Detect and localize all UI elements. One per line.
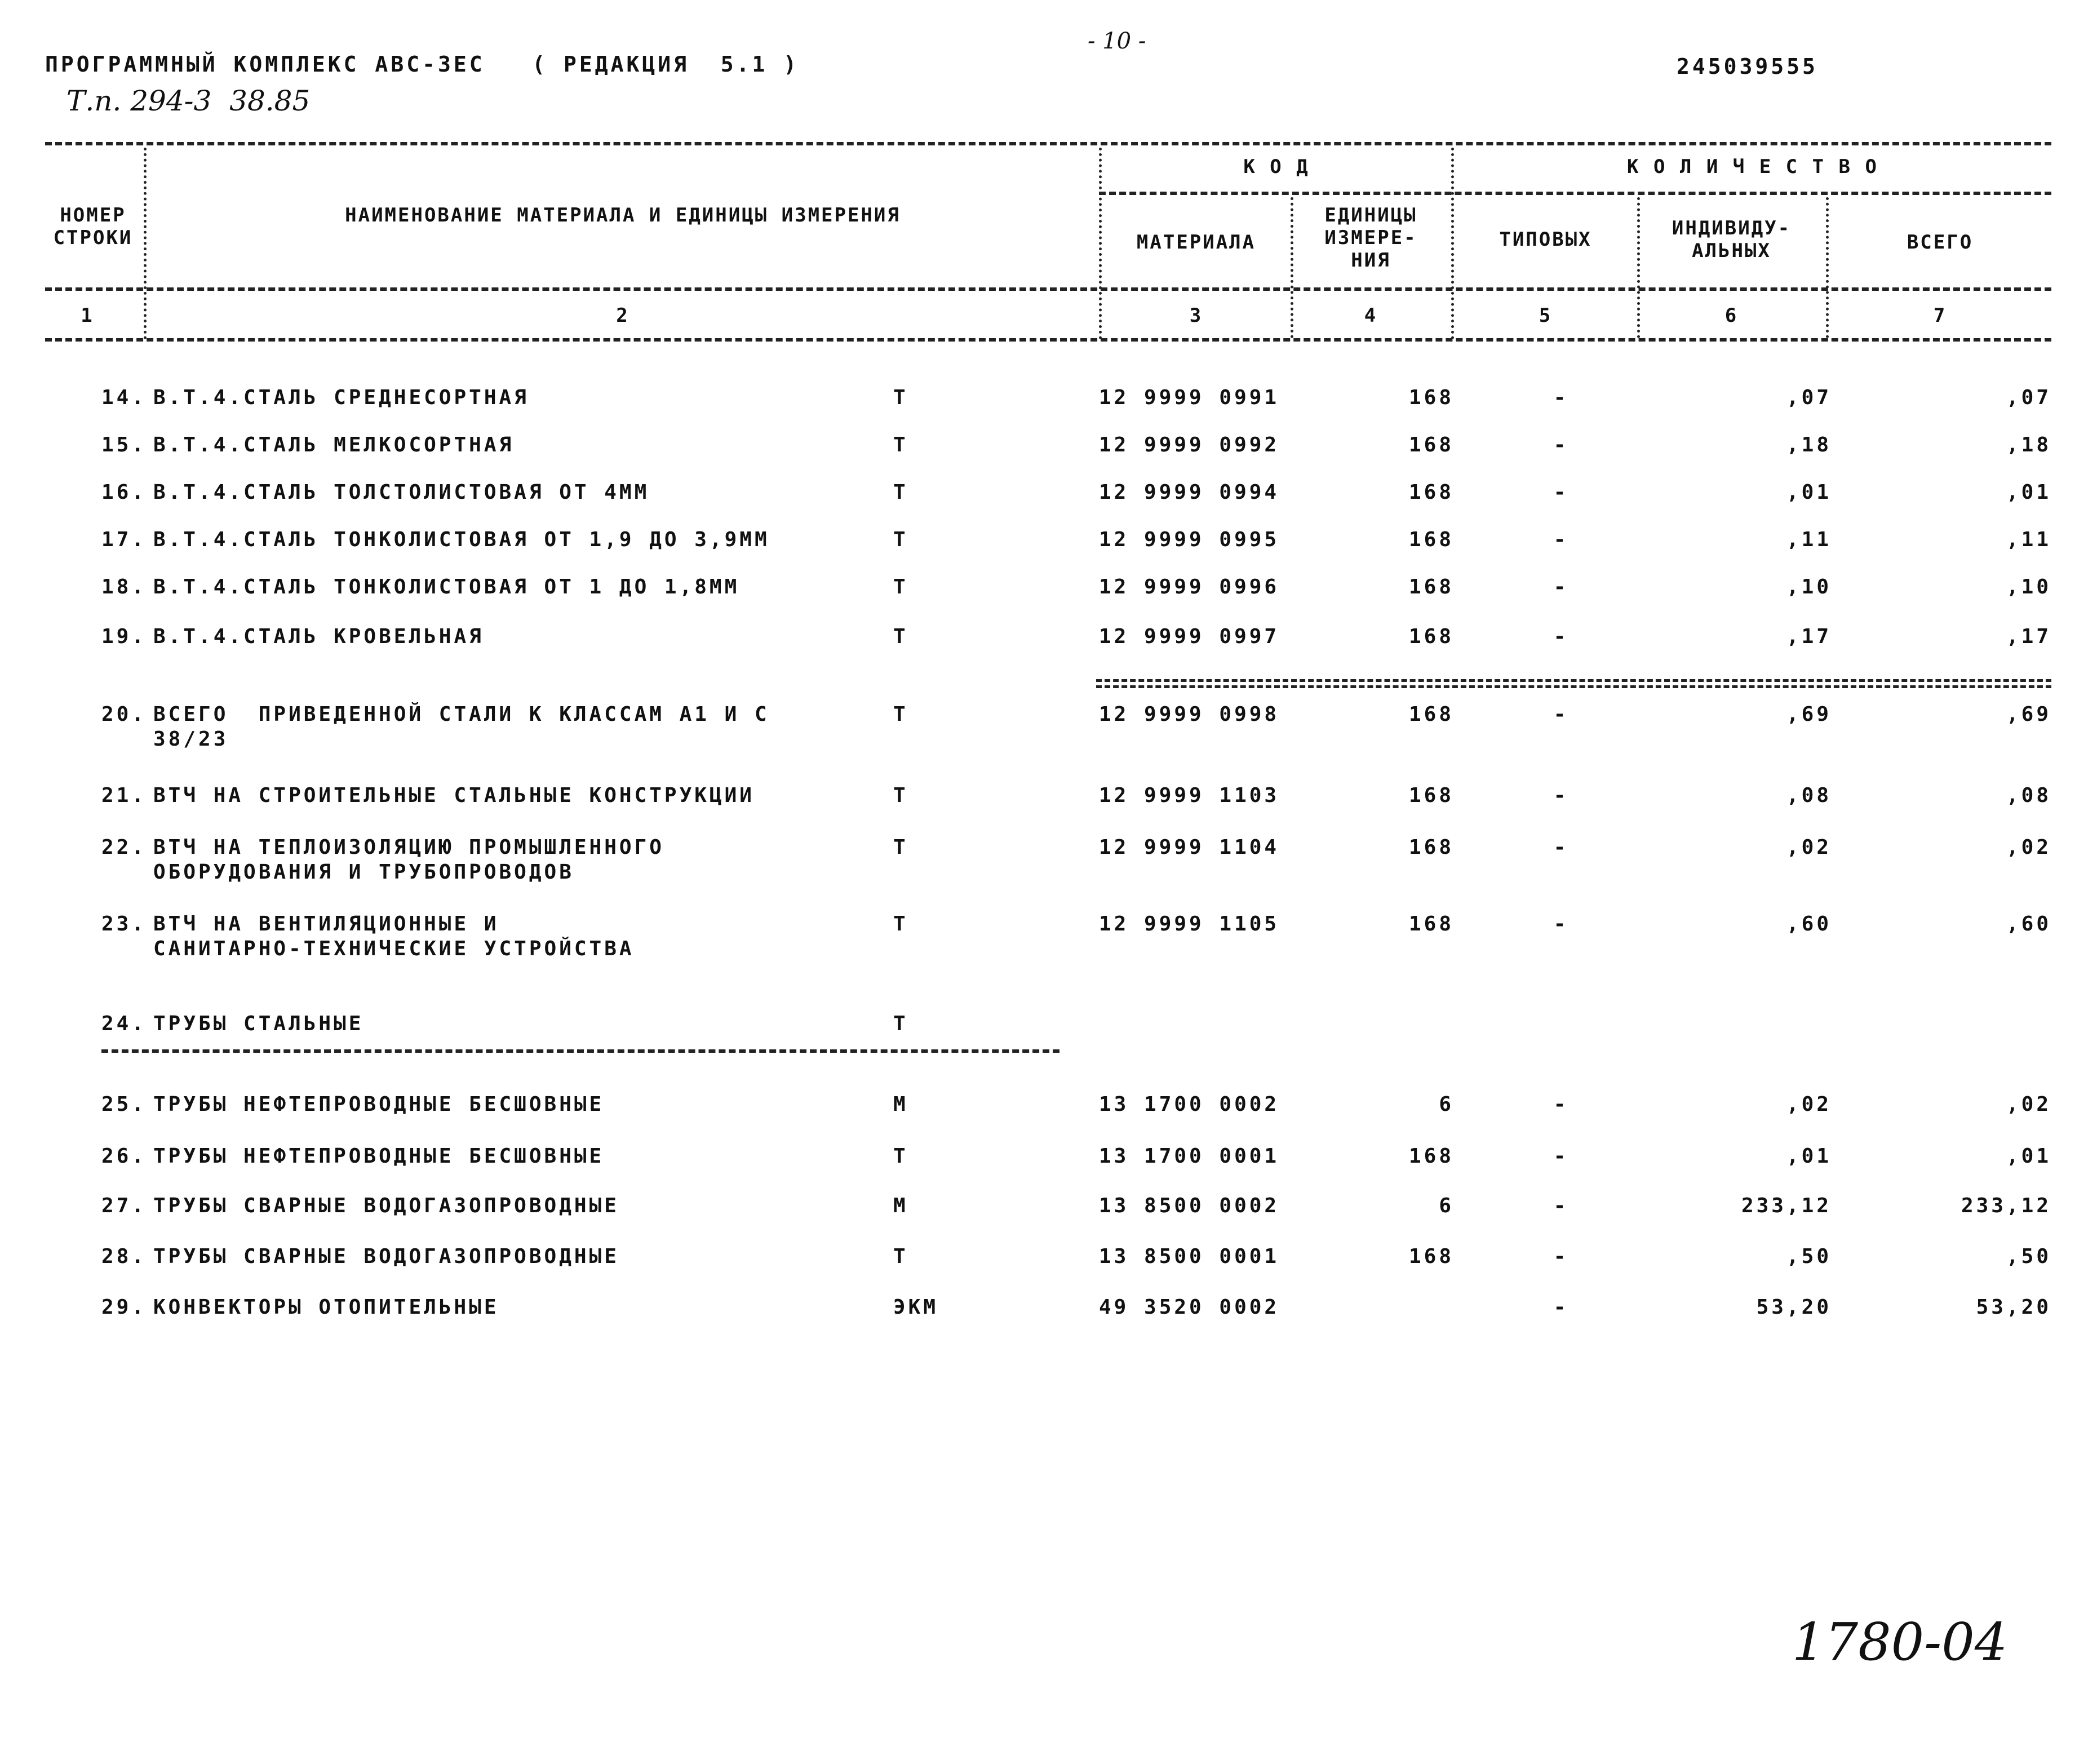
unit-code: 168	[1408, 836, 1454, 859]
individual-qty: ,08	[1786, 784, 1832, 807]
row-number: 29.	[101, 1296, 147, 1319]
unit: Т	[893, 836, 908, 859]
unit: М	[893, 1194, 908, 1217]
total-qty: ,01	[2006, 1145, 2051, 1168]
row-number: 18.	[101, 575, 147, 599]
separator-col2	[1099, 148, 1102, 339]
row-number: 21.	[101, 784, 147, 807]
header-total: ВСЕГО	[1907, 231, 1974, 254]
totals-double-rule	[1096, 679, 2051, 688]
unit-code: 168	[1408, 433, 1454, 456]
unit: Т	[893, 528, 908, 551]
row-number: 23.	[101, 912, 147, 936]
individual-qty: ,10	[1786, 575, 1832, 599]
material-name: ТРУБЫ СТАЛЬНЫЕ	[153, 1012, 364, 1035]
unit: Т	[893, 703, 908, 726]
material-name: В.Т.4.СТАЛЬ КРОВЕЛЬНАЯ	[153, 625, 484, 648]
total-qty: ,11	[2006, 528, 2051, 551]
material-name: В.Т.4.СТАЛЬ ТОЛСТОЛИСТОВАЯ ОТ 4ММ	[153, 481, 650, 504]
individual-qty: ,11	[1786, 528, 1832, 551]
total-qty: ,18	[2006, 433, 2051, 456]
project-reference: Т.п. 294-3 38.85	[66, 85, 311, 117]
material-code: 12 9999 1103	[1099, 784, 1280, 807]
colnum-7: 7	[1933, 304, 1947, 327]
typical-qty: -	[1553, 481, 1569, 504]
material-name: ВТЧ НА СТРОИТЕЛЬНЫЕ СТАЛЬНЫЕ КОНСТРУКЦИИ	[153, 784, 755, 807]
header-typical: ТИПОВЫХ	[1499, 228, 1592, 251]
material-code: 13 1700 0001	[1099, 1145, 1280, 1168]
typical-qty: -	[1553, 528, 1569, 551]
separator-col1	[144, 148, 147, 339]
material-name: ТРУБЫ СВАРНЫЕ ВОДОГАЗОПРОВОДНЫЕ	[153, 1245, 619, 1268]
total-qty: ,08	[2006, 784, 2051, 807]
table-top-rule	[45, 142, 2051, 145]
total-qty: 53,20	[1976, 1296, 2051, 1319]
individual-qty: ,69	[1786, 703, 1832, 726]
unit-code: 168	[1408, 784, 1454, 807]
unit: Т	[893, 1012, 908, 1035]
material-name: КОНВЕКТОРЫ ОТОПИТЕЛЬНЫЕ	[153, 1296, 499, 1319]
typical-qty: -	[1553, 703, 1569, 726]
material-name: ТРУБЫ СВАРНЫЕ ВОДОГАЗОПРОВОДНЫЕ	[153, 1194, 619, 1217]
material-code: 12 9999 0994	[1099, 481, 1280, 504]
material-name: ВТЧ НА ТЕПЛОИЗОЛЯЦИЮ ПРОМЫШЛЕННОГО ОБОРУДОВАНИЯ И ТРУБОПРОВОДОВ	[153, 836, 664, 884]
typical-qty: -	[1553, 784, 1569, 807]
typical-qty: -	[1553, 386, 1569, 409]
unit: Т	[893, 625, 908, 648]
total-qty: ,60	[2006, 912, 2051, 936]
header-material-name: НАИМЕНОВАНИЕ МАТЕРИАЛА И ЕДИНИЦЫ ИЗМЕРЕНИЯ	[345, 204, 901, 227]
material-code: 12 9999 0996	[1099, 575, 1280, 599]
header-code-group: К О Д	[1243, 156, 1310, 178]
colnum-1: 1	[81, 304, 94, 327]
individual-qty: ,01	[1786, 481, 1832, 504]
unit-code: 168	[1408, 703, 1454, 726]
individual-qty: ,50	[1786, 1245, 1832, 1268]
section-underline-rule	[101, 1049, 1059, 1053]
total-qty: ,17	[2006, 625, 2051, 648]
unit: Т	[893, 481, 908, 504]
material-name: ВСЕГО ПРИВЕДЕННОЙ СТАЛИ К КЛАССАМ А1 И С 38/23	[153, 703, 770, 751]
material-code: 12 9999 0995	[1099, 528, 1280, 551]
row-number: 28.	[101, 1245, 147, 1268]
row-number: 22.	[101, 836, 147, 859]
row-number: 19.	[101, 625, 147, 648]
row-number: 26.	[101, 1145, 147, 1168]
colnum-2: 2	[616, 304, 629, 327]
unit-code: 168	[1408, 481, 1454, 504]
unit-code: 168	[1408, 1245, 1454, 1268]
total-qty: ,02	[2006, 836, 2051, 859]
individual-qty: ,18	[1786, 433, 1832, 456]
row-number: 27.	[101, 1194, 147, 1217]
material-name: В.Т.4.СТАЛЬ ТОНКОЛИСТОВАЯ ОТ 1 ДО 1,8ММ	[153, 575, 740, 599]
material-code: 12 9999 1105	[1099, 912, 1280, 936]
material-name: ВТЧ НА ВЕНТИЛЯЦИОННЫЕ И САНИТАРНО-ТЕХНИЧЕСКИЕ УСТРОЙСТВА	[153, 912, 635, 960]
total-qty: ,02	[2006, 1093, 2051, 1116]
typical-qty: -	[1553, 1093, 1569, 1116]
material-name: ТРУБЫ НЕФТЕПРОВОДНЫЕ БЕСШОВНЫЕ	[153, 1093, 605, 1116]
typical-qty: -	[1553, 575, 1569, 599]
material-code: 12 9999 0997	[1099, 625, 1280, 648]
material-code: 13 1700 0002	[1099, 1093, 1280, 1116]
unit-code: 6	[1439, 1194, 1454, 1217]
typical-qty: -	[1553, 625, 1569, 648]
total-qty: ,10	[2006, 575, 2051, 599]
material-name: В.Т.4.СТАЛЬ МЕЛКОСОРТНАЯ	[153, 433, 515, 456]
typical-qty: -	[1553, 1245, 1569, 1268]
total-qty: 233,12	[1961, 1194, 2051, 1217]
unit: Т	[893, 784, 908, 807]
unit: Т	[893, 1245, 908, 1268]
row-number: 17.	[101, 528, 147, 551]
page-number: - 10 -	[1088, 28, 1146, 54]
unit-code: 168	[1408, 575, 1454, 599]
individual-qty: 233,12	[1741, 1194, 1832, 1217]
material-code: 12 9999 0991	[1099, 386, 1280, 409]
material-name: ТРУБЫ НЕФТЕПРОВОДНЫЕ БЕСШОВНЫЕ	[153, 1145, 605, 1168]
material-code: 13 8500 0002	[1099, 1194, 1280, 1217]
code-group-rule	[1099, 192, 2051, 195]
unit: Т	[893, 386, 908, 409]
unit-code: 168	[1408, 528, 1454, 551]
row-number: 20.	[101, 703, 147, 726]
unit-code: 6	[1439, 1093, 1454, 1116]
typical-qty: -	[1553, 1194, 1569, 1217]
material-code: 12 9999 0998	[1099, 703, 1280, 726]
individual-qty: ,07	[1786, 386, 1832, 409]
unit: Т	[893, 1145, 908, 1168]
header-material-code: МАТЕРИАЛА	[1136, 231, 1256, 254]
individual-qty: ,02	[1786, 1093, 1832, 1116]
row-number: 15.	[101, 433, 147, 456]
unit: Т	[893, 575, 908, 599]
header-row-number: НОМЕР СТРОКИ	[53, 204, 133, 249]
total-qty: ,01	[2006, 481, 2051, 504]
header-bottom-rule	[45, 287, 2051, 291]
material-code: 12 9999 0992	[1099, 433, 1280, 456]
unit: Т	[893, 912, 908, 936]
row-number: 16.	[101, 481, 147, 504]
total-qty: ,07	[2006, 386, 2051, 409]
material-code: 49 3520 0002	[1099, 1296, 1280, 1319]
separator-col4	[1451, 148, 1454, 339]
material-code: 12 9999 1104	[1099, 836, 1280, 859]
colnum-3: 3	[1189, 304, 1203, 327]
column-numbers-rule	[45, 338, 2051, 342]
row-number: 25.	[101, 1093, 147, 1116]
program-title: ПРОГРАММНЫЙ КОМПЛЕКС АВС-3ЕС ( РЕДАКЦИЯ 5.1 )	[45, 52, 800, 77]
unit: ЭКМ	[893, 1296, 939, 1319]
material-name: В.Т.4.СТАЛЬ СРЕДНЕСОРТНАЯ	[153, 386, 529, 409]
row-number: 14.	[101, 386, 147, 409]
unit: Т	[893, 433, 908, 456]
total-qty: ,69	[2006, 703, 2051, 726]
typical-qty: -	[1553, 836, 1569, 859]
row-number: 24.	[101, 1012, 147, 1035]
header-individual: ИНДИВИДУ- АЛЬНЫХ	[1672, 217, 1792, 262]
individual-qty: ,02	[1786, 836, 1832, 859]
individual-qty: ,17	[1786, 625, 1832, 648]
unit-code: 168	[1408, 912, 1454, 936]
handwritten-number: 1780-04	[1792, 1612, 2008, 1672]
colnum-4: 4	[1364, 304, 1378, 327]
typical-qty: -	[1553, 912, 1569, 936]
material-code: 13 8500 0001	[1099, 1245, 1280, 1268]
colnum-6: 6	[1724, 304, 1739, 327]
colnum-5: 5	[1539, 304, 1553, 327]
unit-code: 168	[1408, 1145, 1454, 1168]
unit-code: 168	[1408, 386, 1454, 409]
typical-qty: -	[1553, 1296, 1569, 1319]
unit-code: 168	[1408, 625, 1454, 648]
document-number: 245039555	[1677, 54, 1818, 79]
header-unit-code: ЕДИНИЦЫ ИЗМЕРЕ- НИЯ	[1324, 204, 1417, 272]
individual-qty: 53,20	[1756, 1296, 1832, 1319]
header-quantity-group: К О Л И Ч Е С Т В О	[1627, 156, 1878, 178]
total-qty: ,50	[2006, 1245, 2051, 1268]
unit: М	[893, 1093, 908, 1116]
individual-qty: ,01	[1786, 1145, 1832, 1168]
individual-qty: ,60	[1786, 912, 1832, 936]
typical-qty: -	[1553, 433, 1569, 456]
typical-qty: -	[1553, 1145, 1569, 1168]
material-name: В.Т.4.СТАЛЬ ТОНКОЛИСТОВАЯ ОТ 1,9 ДО 3,9ММ	[153, 528, 770, 551]
